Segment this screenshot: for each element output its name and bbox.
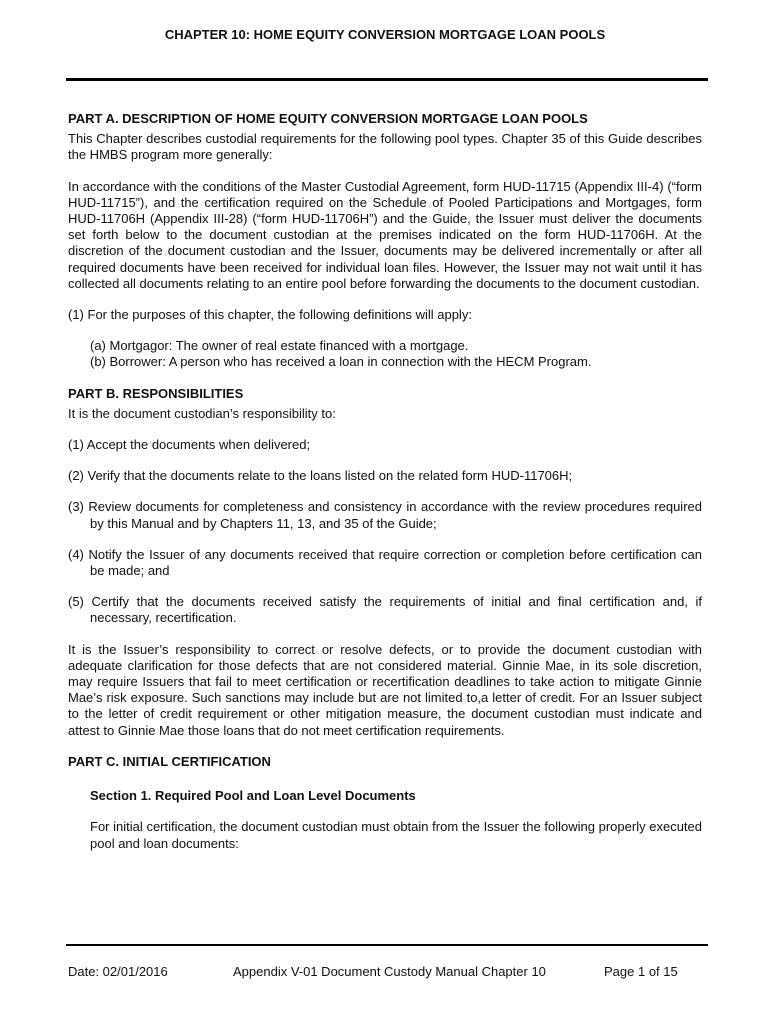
responsibility-item: (1) Accept the documents when delivered; (68, 437, 311, 453)
footer-page-number: Page 1 of 15 (604, 964, 678, 979)
part-a-heading: PART A. DESCRIPTION OF HOME EQUITY CONVERSION MORTGAGE LOAN POOLS (68, 111, 588, 126)
responsibility-item: (3) Review documents for completeness and consistency in accordance with the review procedures required by this Manual and by Chapters 11, 13, and 35 of the Guide; (68, 499, 702, 531)
document-body (68, 111, 702, 852)
header-rule (66, 78, 708, 81)
chapter-title: CHAPTER 10: HOME EQUITY CONVERSION MORTGAGE LOAN POOLS (164, 27, 606, 42)
part-b-intro: It is the document custodian’s responsibility to: (68, 405, 336, 421)
footer-date: Date: 02/01/2016 (68, 964, 168, 979)
part-a-intro: This Chapter describes custodial requirements for the following pool types. Chapter 35 of this Guide describes the HMBS program more generally: (68, 131, 702, 163)
responsibility-item: (4) Notify the Issuer of any documents received that require correction or completion before certification can be made; and (68, 546, 702, 579)
definitions-intro: (1) For the purposes of this chapter, the following definitions will apply: (68, 307, 472, 323)
responsibility-item: (5) Certify that the documents received satisfy the requirements of initial and final certification and, if necessary, recertification. (68, 594, 702, 626)
part-c-heading: PART C. INITIAL CERTIFICATION (68, 753, 271, 769)
section-1-title: Section 1. Required Pool and Loan Level Documents (90, 788, 416, 804)
part-b-heading: PART B. RESPONSIBILITIES (68, 385, 244, 401)
part-a-body: In accordance with the conditions of the Master Custodial Agreement, form HUD-11715 (Appendix III-4) (“form HUD-11715”), and the certification required on the Schedule of Pooled Participations and Mortgages, form HUD-11706H (Appendix III-28) (“form HUD-11706H”) and the Guide, the Issuer must deliver the documents set forth below to the document custodian at the premises indicated on the form HUD-11706H. At the discretion of the document custodian and the Issuer, documents may be delivered incrementally or after all required documents have been received for individual loan files. However, the Issuer may not wait until it has collected all documents relating to an entire pool before forwarding the documents to the document custodian. (68, 178, 702, 291)
footer-rule (66, 944, 708, 946)
definition-mortgagor: (a) Mortgagor: The owner of real estate financed with a mortgage. (90, 338, 469, 354)
responsibility-item: (2) Verify that the documents relate to the loans listed on the related form HUD-11706H; (68, 468, 573, 484)
section-1-body: For initial certification, the document custodian must obtain from the Issuer the following properly executed pool and loan documents: (90, 819, 702, 851)
footer-document-title: Appendix V-01 Document Custody Manual Chapter 10 (233, 964, 546, 979)
part-b-closing: It is the Issuer’s responsibility to correct or resolve defects, or to provide the document custodian with adequate clarification for those defects that are not considered material. Ginnie Mae, in its sole discretion, may require Issuers that fail to meet certification or recertification deadlines to take action to mitigate Ginnie Mae’s risk exposure. Such sanctions may include but are not limited to,a letter of credit. For an Issuer subject to the letter of credit requirement or other mitigation measure, the document custodian must indicate and attest to Ginnie Mae those loans that do not meet certification requirements. (68, 641, 702, 738)
definition-borrower: (b) Borrower: A person who has received a loan in connection with the HECM Program. (90, 354, 592, 370)
